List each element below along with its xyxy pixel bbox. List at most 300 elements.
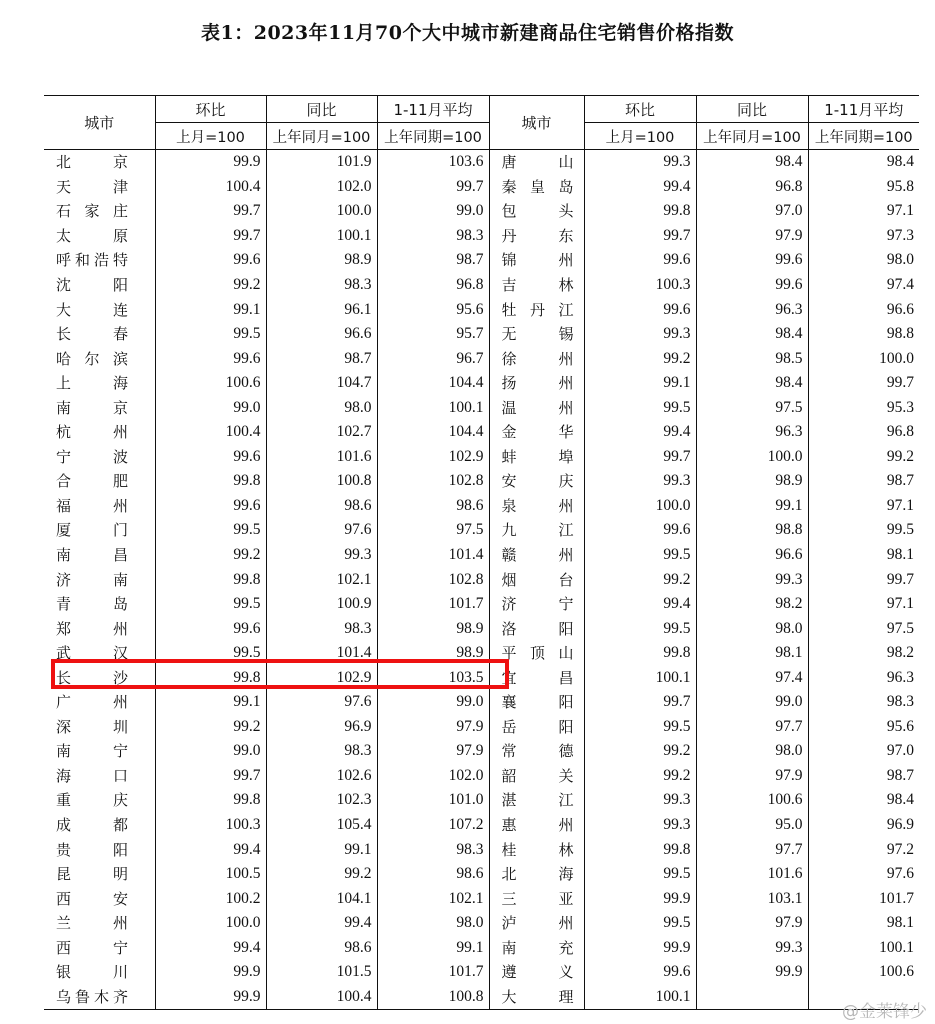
yoy-cell: 98.0 <box>266 395 377 420</box>
yoy-cell: 98.7 <box>266 346 377 371</box>
city-cell-2 <box>489 985 584 1010</box>
city-name: 安 庆 <box>501 472 574 491</box>
mom-cell: 99.6 <box>155 346 266 371</box>
avg-cell: 98.9 <box>377 616 489 641</box>
city-name: 桂 林 <box>501 840 574 859</box>
avg-cell: 98.3 <box>377 837 489 862</box>
yoy-cell-2: 96.6 <box>696 543 808 568</box>
avg-cell-2: 97.6 <box>886 865 914 883</box>
mom-cell: 99.8 <box>155 665 266 690</box>
table-row <box>44 543 919 568</box>
yoy-cell-2: 103.1 <box>696 886 808 911</box>
avg-cell: 102.8 <box>377 469 489 494</box>
table-row <box>44 862 919 887</box>
mom-cell: 99.7 <box>155 224 266 249</box>
mom-cell: 99.2 <box>155 273 266 298</box>
avg-cell: 100.8 <box>377 985 489 1010</box>
yoy-cell: 96.9 <box>266 715 377 740</box>
avg-cell-2: 98.1 <box>886 546 914 564</box>
avg-cell: 97.9 <box>377 739 489 764</box>
avg-cell-2: 95.8 <box>886 177 914 195</box>
table-row <box>44 715 919 740</box>
mom-cell-2: 99.5 <box>584 395 696 420</box>
yoy-cell: 102.0 <box>266 175 377 200</box>
header-avg: 1-11月平均 <box>377 96 489 123</box>
mom-cell-2: 99.5 <box>584 911 696 936</box>
yoy-cell-2: 99.6 <box>696 248 808 273</box>
avg-cell-2: 100.6 <box>879 963 914 981</box>
city-cell <box>44 297 155 322</box>
city-cell <box>44 567 155 592</box>
header-yoy: 同比 <box>266 96 377 123</box>
city-name: 南 充 <box>501 938 574 957</box>
city-name: 南 昌 <box>56 546 128 565</box>
yoy-cell-2: 99.0 <box>696 690 808 715</box>
city-name: 牡 丹 江 <box>501 300 574 319</box>
table-row <box>44 420 919 445</box>
city-cell-2 <box>489 616 584 641</box>
city-name: 蚌 埠 <box>501 447 574 466</box>
avg-cell: 96.7 <box>377 346 489 371</box>
city-name: 南 宁 <box>56 742 128 761</box>
avg-cell: 103.5 <box>377 665 489 690</box>
city-cell-2 <box>489 420 584 445</box>
city-name: 遵 义 <box>501 963 574 982</box>
yoy-cell-2: 101.6 <box>696 862 808 887</box>
mom-cell-2: 99.6 <box>584 960 696 985</box>
city-name: 泸 州 <box>501 914 574 933</box>
table-header <box>44 96 919 150</box>
city-name: 温 州 <box>501 398 574 417</box>
city-cell <box>44 346 155 371</box>
table-row <box>44 911 919 936</box>
yoy-cell-2: 96.3 <box>696 420 808 445</box>
city-cell-2 <box>489 273 584 298</box>
city-name: 济 南 <box>56 570 128 589</box>
city-cell-2 <box>489 936 584 961</box>
yoy-cell: 101.6 <box>266 445 377 470</box>
city-name: 西 宁 <box>56 938 128 957</box>
city-name: 沈 阳 <box>56 276 128 294</box>
city-name: 烟 台 <box>501 570 574 589</box>
city-name: 宜 昌 <box>501 668 574 687</box>
city-name: 哈 尔 滨 <box>56 349 128 368</box>
yoy-cell-2: 98.2 <box>696 592 808 617</box>
avg-cell: 104.4 <box>377 420 489 445</box>
city-name: 常 德 <box>501 742 574 761</box>
mom-cell-2: 99.9 <box>584 936 696 961</box>
header-avg-base-2: 上年同期=100 <box>808 123 919 150</box>
city-name: 福 州 <box>56 496 128 515</box>
yoy-cell: 102.6 <box>266 764 377 789</box>
city-cell <box>44 518 155 543</box>
city-cell <box>44 543 155 568</box>
yoy-cell-2: 100.0 <box>696 445 808 470</box>
avg-cell-2: 96.6 <box>886 300 914 318</box>
mom-cell-2: 99.4 <box>584 175 696 200</box>
avg-cell-2: 100.0 <box>879 349 914 367</box>
city-name: 赣 州 <box>501 546 574 565</box>
city-cell <box>44 445 155 470</box>
mom-cell-2: 99.4 <box>584 420 696 445</box>
yoy-cell-2: 99.3 <box>696 936 808 961</box>
avg-cell: 99.0 <box>377 199 489 224</box>
mom-cell: 99.2 <box>155 715 266 740</box>
city-cell <box>44 985 155 1010</box>
mom-cell: 100.6 <box>155 371 266 396</box>
table-row <box>44 690 919 715</box>
city-name: 上 海 <box>56 374 128 393</box>
header-mom-base: 上月=100 <box>155 123 266 150</box>
city-cell-2 <box>489 911 584 936</box>
city-cell-2 <box>489 297 584 322</box>
yoy-cell-2: 98.4 <box>696 322 808 347</box>
yoy-cell-2: 98.8 <box>696 518 808 543</box>
city-cell <box>44 813 155 838</box>
yoy-cell: 98.3 <box>266 739 377 764</box>
mom-cell: 100.4 <box>155 175 266 200</box>
yoy-cell: 100.8 <box>266 469 377 494</box>
city-name: 杭 州 <box>56 423 128 442</box>
avg-cell-2: 99.5 <box>886 521 914 539</box>
city-name: 平 顶 山 <box>501 644 574 663</box>
avg-cell-2: 99.7 <box>886 570 914 588</box>
city-name: 成 都 <box>56 816 128 835</box>
yoy-cell-2: 99.3 <box>696 567 808 592</box>
avg-cell: 101.7 <box>377 960 489 985</box>
mom-cell: 99.7 <box>155 764 266 789</box>
avg-cell-2: 98.4 <box>886 153 914 171</box>
mom-cell: 99.6 <box>155 445 266 470</box>
city-cell <box>44 420 155 445</box>
header-yoy-base-2: 上年同月=100 <box>696 123 808 150</box>
city-cell-2 <box>489 788 584 813</box>
yoy-cell-2: 99.1 <box>696 494 808 519</box>
yoy-cell: 102.3 <box>266 788 377 813</box>
city-cell <box>44 788 155 813</box>
avg-cell: 95.7 <box>377 322 489 347</box>
yoy-cell: 104.7 <box>266 371 377 396</box>
table-row <box>44 371 919 396</box>
city-cell-2 <box>489 715 584 740</box>
city-cell <box>44 248 155 273</box>
header-yoy-2: 同比 <box>696 96 808 123</box>
yoy-cell-2: 98.0 <box>696 616 808 641</box>
city-name: 天 津 <box>56 177 128 196</box>
avg-cell-2: 99.7 <box>886 374 914 392</box>
city-name: 徐 州 <box>501 349 574 368</box>
mom-cell-2: 99.2 <box>584 739 696 764</box>
table-row <box>44 248 919 273</box>
watermark: @金莱锋少 <box>842 1002 927 1022</box>
table-row <box>44 764 919 789</box>
table-row <box>44 297 919 322</box>
mom-cell-2: 99.6 <box>584 297 696 322</box>
avg-cell: 104.4 <box>377 371 489 396</box>
mom-cell: 99.8 <box>155 788 266 813</box>
mom-cell-2: 99.2 <box>584 567 696 592</box>
mom-cell: 100.0 <box>155 911 266 936</box>
city-cell <box>44 886 155 911</box>
avg-cell-2: 95.3 <box>886 398 914 416</box>
city-name: 厦 门 <box>56 521 128 540</box>
yoy-cell: 98.3 <box>266 273 377 298</box>
table-row <box>44 346 919 371</box>
table-row <box>44 199 919 224</box>
table-row <box>44 518 919 543</box>
avg-cell: 99.1 <box>377 936 489 961</box>
city-cell-2 <box>489 322 584 347</box>
city-cell-2 <box>489 739 584 764</box>
table-body <box>44 150 919 1010</box>
mom-cell: 99.0 <box>155 395 266 420</box>
city-cell <box>44 592 155 617</box>
city-cell <box>44 494 155 519</box>
mom-cell: 99.5 <box>155 641 266 666</box>
city-cell <box>44 764 155 789</box>
mom-cell-2: 99.1 <box>584 371 696 396</box>
mom-cell: 99.9 <box>155 150 266 175</box>
table-title: 表1：2023年11月70个大中城市新建商品住宅销售价格指数 <box>201 22 734 44</box>
yoy-cell: 101.9 <box>266 150 377 175</box>
yoy-cell-2: 97.9 <box>696 224 808 249</box>
mom-cell: 100.5 <box>155 862 266 887</box>
table-row <box>44 567 919 592</box>
table-row <box>44 322 919 347</box>
table-row <box>44 960 919 985</box>
avg-cell: 96.8 <box>377 273 489 298</box>
city-cell-2 <box>489 469 584 494</box>
avg-cell-2: 98.7 <box>886 472 914 490</box>
yoy-cell: 102.7 <box>266 420 377 445</box>
city-cell <box>44 175 155 200</box>
avg-cell-2: 98.0 <box>886 251 914 269</box>
table-row <box>44 150 919 175</box>
header-mom: 环比 <box>155 96 266 123</box>
price-index-table <box>44 95 919 1010</box>
city-name: 乌 鲁 木 齐 <box>56 987 128 1006</box>
mom-cell: 99.6 <box>155 616 266 641</box>
mom-cell: 99.9 <box>155 960 266 985</box>
city-name: 长 沙 <box>56 668 128 687</box>
mom-cell: 99.6 <box>155 248 266 273</box>
city-cell <box>44 322 155 347</box>
yoy-cell-2: 97.5 <box>696 395 808 420</box>
header-yoy-base: 上年同月=100 <box>266 123 377 150</box>
yoy-cell: 100.9 <box>266 592 377 617</box>
avg-cell: 98.6 <box>377 862 489 887</box>
avg-cell: 102.0 <box>377 764 489 789</box>
table-row <box>44 985 919 1010</box>
city-name: 昆 明 <box>56 865 128 884</box>
yoy-cell: 97.6 <box>266 690 377 715</box>
city-name: 无 锡 <box>501 325 574 344</box>
table-row <box>44 395 919 420</box>
city-name: 合 肥 <box>56 472 128 491</box>
mom-cell-2: 99.3 <box>584 322 696 347</box>
yoy-cell-2: 95.0 <box>696 813 808 838</box>
mom-cell-2: 99.3 <box>584 813 696 838</box>
city-name: 大 理 <box>501 987 574 1006</box>
avg-cell-2: 97.5 <box>886 619 914 637</box>
avg-cell: 107.2 <box>377 813 489 838</box>
yoy-cell-2: 97.7 <box>696 837 808 862</box>
city-cell-2 <box>489 395 584 420</box>
avg-cell: 98.3 <box>377 224 489 249</box>
mom-cell-2: 99.8 <box>584 199 696 224</box>
city-name: 贵 阳 <box>56 840 128 859</box>
mom-cell: 99.1 <box>155 690 266 715</box>
mom-cell-2: 100.1 <box>584 665 696 690</box>
yoy-cell-2: 97.9 <box>696 911 808 936</box>
mom-cell-2: 100.0 <box>584 494 696 519</box>
mom-cell-2: 99.8 <box>584 837 696 862</box>
avg-cell: 98.0 <box>377 911 489 936</box>
avg-cell-2: 97.3 <box>886 226 914 244</box>
yoy-cell: 98.3 <box>266 616 377 641</box>
city-name: 韶 关 <box>501 766 574 785</box>
yoy-cell-2: 97.7 <box>696 715 808 740</box>
city-cell <box>44 371 155 396</box>
yoy-cell: 100.0 <box>266 199 377 224</box>
city-cell-2 <box>489 518 584 543</box>
yoy-cell: 98.6 <box>266 936 377 961</box>
city-name: 武 汉 <box>56 644 128 663</box>
city-cell-2 <box>489 813 584 838</box>
mom-cell-2: 99.2 <box>584 764 696 789</box>
city-cell-2 <box>489 445 584 470</box>
avg-cell: 95.6 <box>377 297 489 322</box>
avg-cell-2: 98.1 <box>886 914 914 932</box>
highlight-box <box>51 659 509 689</box>
yoy-cell-2: 97.0 <box>696 199 808 224</box>
city-cell-2 <box>489 862 584 887</box>
city-name: 深 圳 <box>56 717 128 736</box>
mom-cell-2: 100.3 <box>584 273 696 298</box>
avg-cell: 97.9 <box>377 715 489 740</box>
mom-cell: 99.4 <box>155 837 266 862</box>
table-row <box>44 837 919 862</box>
mom-cell-2: 99.3 <box>584 788 696 813</box>
yoy-cell-2: 96.8 <box>696 175 808 200</box>
avg-cell-2: 98.8 <box>886 325 914 343</box>
mom-cell-2: 99.7 <box>584 224 696 249</box>
city-name: 泉 州 <box>501 496 574 515</box>
avg-cell-2: 97.2 <box>886 840 914 858</box>
city-name: 三 亚 <box>501 889 574 908</box>
avg-cell-2: 96.9 <box>886 816 914 834</box>
mom-cell-2: 99.6 <box>584 518 696 543</box>
city-cell-2 <box>489 371 584 396</box>
avg-cell: 101.7 <box>377 592 489 617</box>
yoy-cell: 102.1 <box>266 567 377 592</box>
mom-cell-2: 99.9 <box>584 886 696 911</box>
header-mom-2: 环比 <box>584 96 696 123</box>
avg-cell: 98.6 <box>377 494 489 519</box>
yoy-cell: 100.1 <box>266 224 377 249</box>
table-row <box>44 175 919 200</box>
table-row <box>44 224 919 249</box>
city-cell-2 <box>489 886 584 911</box>
city-cell-2 <box>489 764 584 789</box>
city-cell-2 <box>489 494 584 519</box>
city-name: 洛 阳 <box>501 619 574 638</box>
city-name: 宁 波 <box>56 447 128 466</box>
yoy-cell: 100.4 <box>266 985 377 1010</box>
mom-cell: 99.0 <box>155 739 266 764</box>
yoy-cell: 98.9 <box>266 248 377 273</box>
mom-cell: 99.5 <box>155 518 266 543</box>
city-name: 包 头 <box>501 202 574 221</box>
avg-cell-2: 97.1 <box>886 595 914 613</box>
city-cell <box>44 739 155 764</box>
avg-cell-2: 100.1 <box>879 938 914 956</box>
avg-cell: 102.8 <box>377 567 489 592</box>
header-city-2: 城市 <box>489 96 584 150</box>
city-cell-2 <box>489 690 584 715</box>
avg-cell: 103.6 <box>377 150 489 175</box>
mom-cell-2: 99.6 <box>584 248 696 273</box>
city-cell-2 <box>489 346 584 371</box>
mom-cell-2: 99.8 <box>584 641 696 666</box>
city-name: 大 连 <box>56 300 128 319</box>
yoy-cell-2: 98.4 <box>696 150 808 175</box>
city-cell-2 <box>489 567 584 592</box>
yoy-cell: 101.4 <box>266 641 377 666</box>
mom-cell: 100.2 <box>155 886 266 911</box>
city-cell <box>44 862 155 887</box>
city-cell <box>44 395 155 420</box>
city-name: 丹 东 <box>501 226 574 245</box>
city-cell <box>44 690 155 715</box>
city-name: 金 华 <box>501 423 574 442</box>
city-cell <box>44 150 155 175</box>
city-cell-2 <box>489 150 584 175</box>
yoy-cell: 105.4 <box>266 813 377 838</box>
avg-cell: 101.4 <box>377 543 489 568</box>
city-cell <box>44 936 155 961</box>
city-name: 湛 江 <box>501 791 574 810</box>
city-name: 重 庆 <box>56 791 128 810</box>
city-name: 广 州 <box>56 693 128 712</box>
avg-cell-2: 98.7 <box>886 766 914 784</box>
mom-cell: 99.4 <box>155 936 266 961</box>
city-cell-2 <box>489 199 584 224</box>
mom-cell-2: 99.5 <box>584 543 696 568</box>
yoy-cell: 96.1 <box>266 297 377 322</box>
city-name: 唐 山 <box>501 153 574 172</box>
table-row <box>44 813 919 838</box>
city-cell-2 <box>489 543 584 568</box>
avg-cell-2: 96.3 <box>886 668 914 686</box>
city-name: 锦 州 <box>501 251 574 270</box>
yoy-cell-2: 97.9 <box>696 764 808 789</box>
avg-cell-2: 101.7 <box>879 889 914 907</box>
city-name: 兰 州 <box>56 914 128 933</box>
yoy-cell-2: 98.0 <box>696 739 808 764</box>
avg-cell: 102.1 <box>377 886 489 911</box>
avg-cell: 101.0 <box>377 788 489 813</box>
mom-cell: 99.2 <box>155 543 266 568</box>
yoy-cell-2: 100.6 <box>696 788 808 813</box>
yoy-cell: 99.1 <box>266 837 377 862</box>
avg-cell-2: 97.4 <box>886 276 914 293</box>
mom-cell: 99.9 <box>155 985 266 1010</box>
mom-cell: 99.6 <box>155 494 266 519</box>
city-name: 太 原 <box>56 226 128 245</box>
yoy-cell: 99.3 <box>266 543 377 568</box>
avg-cell-2: 97.0 <box>886 742 914 760</box>
